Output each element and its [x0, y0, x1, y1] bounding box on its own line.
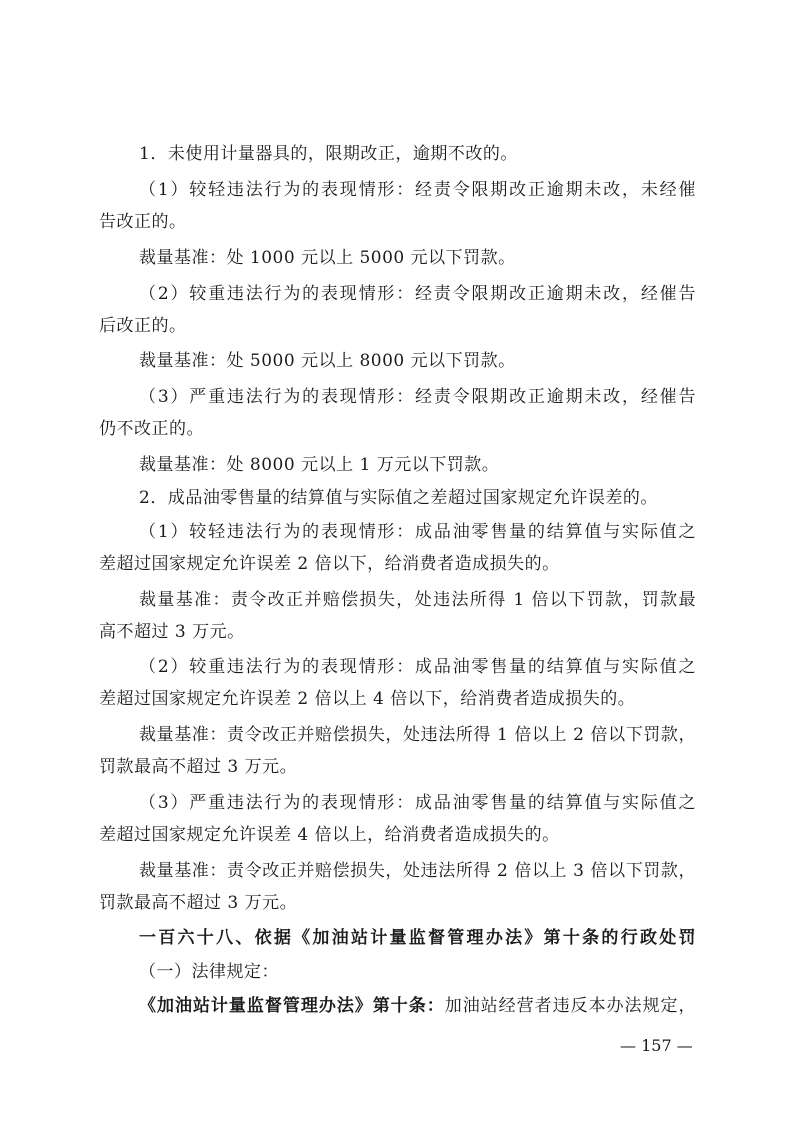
paragraph-line: 裁量基准：责令改正并赔偿损失，处违法所得 1 倍以上 2 倍以下罚款， [139, 725, 696, 745]
paragraph-line: 1．未使用计量器具的，限期改正，逾期不改的。 [139, 144, 518, 164]
law-citation-text: 加油站经营者违反本办法规定， [444, 996, 697, 1016]
paragraph-line: （3）严重违法行为的表现情形：成品油零售量的结算值与实际值之 [139, 793, 696, 813]
paragraph-line: （1）较轻违法行为的表现情形：经责令限期改正逾期未改，未经催 [139, 180, 696, 200]
paragraph-line: （1）较轻违法行为的表现情形：成品油零售量的结算值与实际值之 [139, 522, 696, 542]
paragraph-line: 2．成品油零售量的结算值与实际值之差超过国家规定允许误差的。 [139, 488, 658, 508]
paragraph-line: 仍不改正的。 [99, 419, 204, 439]
paragraph-line: （3）严重违法行为的表现情形：经责令限期改正逾期未改，经催告 [139, 387, 696, 407]
paragraph-line: 告改正的。 [99, 212, 187, 232]
law-citation-title: 《加油站计量监督管理办法》第十条： [139, 996, 445, 1016]
paragraph-line: 高不超过 3 万元。 [99, 622, 245, 642]
law-citation-line [139, 995, 696, 1017]
paragraph-line: （2）较重违法行为的表现情形：经责令限期改正逾期未改，经催告 [139, 284, 696, 304]
paragraph-line: 裁量基准：责令改正并赔偿损失，处违法所得 2 倍以上 3 倍以下罚款， [139, 861, 696, 881]
page-number: — 157 — [620, 1036, 693, 1055]
section-heading: 一百六十八、依据《加油站计量监督管理办法》第十条的行政处罚 [139, 928, 696, 948]
paragraph-line: 罚款最高不超过 3 万元。 [99, 893, 298, 913]
paragraph-line: 裁量基准：处 5000 元以上 8000 元以下罚款。 [139, 351, 516, 371]
paragraph-line: 后改正的。 [99, 316, 187, 336]
paragraph-line: 裁量基准：处 1000 元以上 5000 元以下罚款。 [139, 248, 516, 268]
subsection-heading: （一）法律规定： [139, 962, 279, 982]
paragraph-line: 差超过国家规定允许误差 2 倍以下，给消费者造成损失的。 [99, 554, 560, 574]
paragraph-line: 裁量基准：责令改正并赔偿损失，处违法所得 1 倍以下罚款，罚款最 [139, 590, 696, 610]
paragraph-line: 裁量基准：处 8000 元以上 1 万元以下罚款。 [139, 455, 500, 475]
paragraph-line: 差超过国家规定允许误差 2 倍以上 4 倍以下，给消费者造成损失的。 [99, 689, 636, 709]
paragraph-line: 罚款最高不超过 3 万元。 [99, 757, 298, 777]
paragraph-line: 差超过国家规定允许误差 4 倍以上，给消费者造成损失的。 [99, 825, 560, 845]
paragraph-line: （2）较重违法行为的表现情形：成品油零售量的结算值与实际值之 [139, 657, 696, 677]
